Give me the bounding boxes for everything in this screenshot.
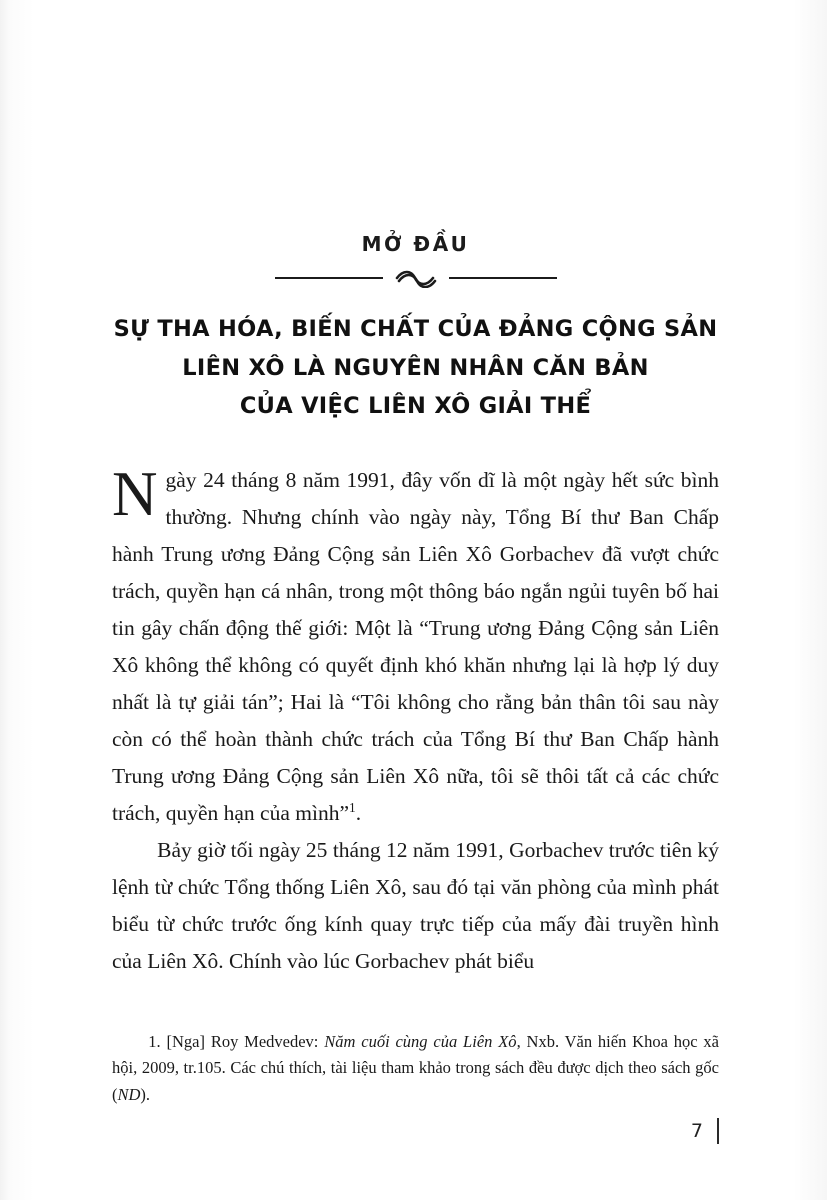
footnote-block: [112, 1012, 719, 1125]
footnote-1-pre: [Nga] Roy Medvedev:: [160, 1031, 325, 1051]
footnote-1-title: Năm cuối cùng của Liên Xô: [324, 1031, 517, 1051]
footnote-1-nd: ND: [117, 1084, 141, 1104]
body-text: [112, 459, 719, 980]
ornament-knot-icon: [393, 268, 439, 288]
footnote-1-end: ).: [140, 1084, 151, 1104]
footnote-1-post: , Nxb. Văn hiến Khoa học xã hội, 2009, tr.105. Các chú thích, tài liệu tham khảo trong sách đều được dịch theo sách gốc (: [112, 1031, 719, 1104]
section-kicker-wrap: [112, 232, 719, 288]
paragraph-1-text: gày 24 tháng 8 năm 1991, đây vốn dĩ là một ngày hết sức bình thường. Nhưng chính vào ngày này, Tổng Bí thư Ban Chấp hành Trung ương Đảng Cộng sản Liên Xô Gorbachev đã vượt chức trách, quyền hạn cá nhân, trong một thông báo ngắn ngủi tuyên bố hai tin gây chấn động thế giới: Một là “Trung ương Đảng Cộng sản Liên Xô không thể không có quyết định khó khăn nhưng lại là hợp lý duy nhất là tự giải tán”; Hai là “Tôi không cho rằng bản thân tôi sau này còn có thể hoàn thành chức trách của Tổng Bí thư Ban Chấp hành Trung ương Đảng Cộng sản Liên Xô nữa, tôi sẽ thôi tất cả các chức trách, quyền hạn của mình”: [112, 468, 719, 825]
ornament-divider: [112, 268, 719, 288]
ornament-rule-right: [449, 277, 557, 279]
paragraph-1-tail: .: [355, 800, 362, 825]
page-title-line-2: LIÊN XÔ LÀ NGUYÊN NHÂN CĂN BẢN: [182, 354, 649, 381]
page-number: 7: [690, 1120, 703, 1142]
paragraph-1: [112, 459, 719, 832]
paragraph-2: Bảy giờ tối ngày 25 tháng 12 năm 1991, Gorbachev trước tiên ký lệnh từ chức Tổng thống Liên Xô, sau đó tại văn phòng của mình phát biểu từ chức trước ống kính quay trực tiếp của mấy đài truyền hình của Liên Xô. Chính vào lúc Gorbachev phát biểu: [112, 837, 719, 973]
footnote-marker-1: 1: [349, 799, 356, 815]
page-folio: [599, 1118, 719, 1144]
page-title-line-1: SỰ THA HÓA, BIẾN CHẤT CỦA ĐẢNG CỘNG SẢN: [113, 316, 718, 342]
folio-rule: [717, 1118, 719, 1144]
ornament-rule-left: [275, 277, 383, 279]
page-title-line-3: CỦA VIỆC LIÊN XÔ GIẢI THỂ: [239, 393, 592, 420]
footnote-1: [112, 1029, 719, 1109]
drop-cap: N: [112, 459, 158, 530]
page-title: [112, 310, 719, 426]
footnote-1-marker: 1.: [148, 1031, 161, 1051]
section-kicker: MỞ ĐẦU: [361, 232, 470, 256]
